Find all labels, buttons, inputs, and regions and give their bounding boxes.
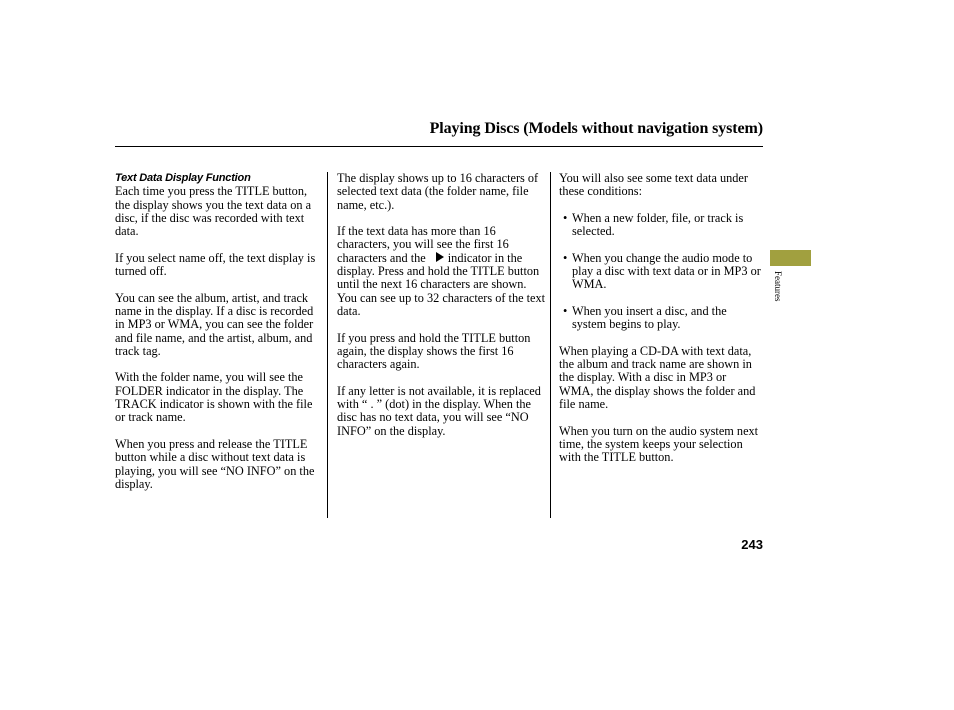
section-subheading: Text Data Display Function (115, 172, 251, 184)
paragraph: When you turn on the audio system next time, the system keeps your selection with the TITLE button. (559, 423, 759, 465)
paragraph-text: If the text data has more than 16 characters, you will see the first 16 characters and the (337, 224, 509, 265)
paragraph-with-indicator (337, 225, 547, 318)
paragraph: You will also see some text data under these conditions: (559, 171, 748, 199)
paragraph: When playing a CD-DA with text data, the album and track name are shown in the display. With a disc in MP3 or WMA, the display shows the folder and file name. (559, 343, 756, 412)
condition-list (559, 212, 763, 332)
paragraph: When you press and release the TITLE button while a disc without text data is playing, you will see “NO INFO” on the display. (115, 436, 315, 491)
page-number: 243 (741, 537, 763, 552)
list-item: • When you insert a disc, and the system begins to play. (559, 305, 763, 332)
section-tab (770, 250, 811, 266)
play-indicator-icon (436, 252, 444, 262)
paragraph: You can see the album, artist, and track name in the display. If a disc is recorded in MP3 or WMA, you can see the folder and file name, and the artist, album, and track tag. (115, 290, 314, 358)
column-1 (115, 172, 323, 504)
column-2 (337, 172, 547, 451)
title-rule (115, 146, 763, 147)
list-item: • When a new folder, file, or track is selected. (559, 212, 763, 239)
column-divider-2 (550, 172, 551, 518)
paragraph: Each time you press the TITLE button, the display shows you the text data on a disc, if the disc was recorded with text data. (115, 184, 312, 239)
paragraph: If any letter is not available, it is replaced with “ . ” (dot) in the display. When the disc has no text data, you will see “NO INFO” on the display. (337, 383, 541, 438)
column-3 (559, 172, 763, 478)
paragraph-text: indicator in the display. Press and hold the TITLE button until the next 16 characters are shown. You can see up to 32 characters of the text data. (337, 250, 546, 318)
paragraph: The display shows up to 16 characters of selected text data (the folder name, file name, etc.). (337, 171, 539, 212)
paragraph: If you press and hold the TITLE button again, the display shows the first 16 characters again. (337, 330, 531, 372)
paragraph: With the folder name, you will see the FOLDER indicator in the display. The TRACK indicator is shown with the file or track name. (115, 370, 313, 425)
column-divider-1 (327, 172, 328, 518)
page-title: Playing Discs (Models without navigation system) (429, 120, 763, 137)
paragraph: If you select name off, the text display is turned off. (115, 250, 316, 279)
section-tab-label: Features (773, 271, 783, 302)
list-item: • When you change the audio mode to play a disc with text data or in MP3 or WMA. (559, 252, 763, 292)
